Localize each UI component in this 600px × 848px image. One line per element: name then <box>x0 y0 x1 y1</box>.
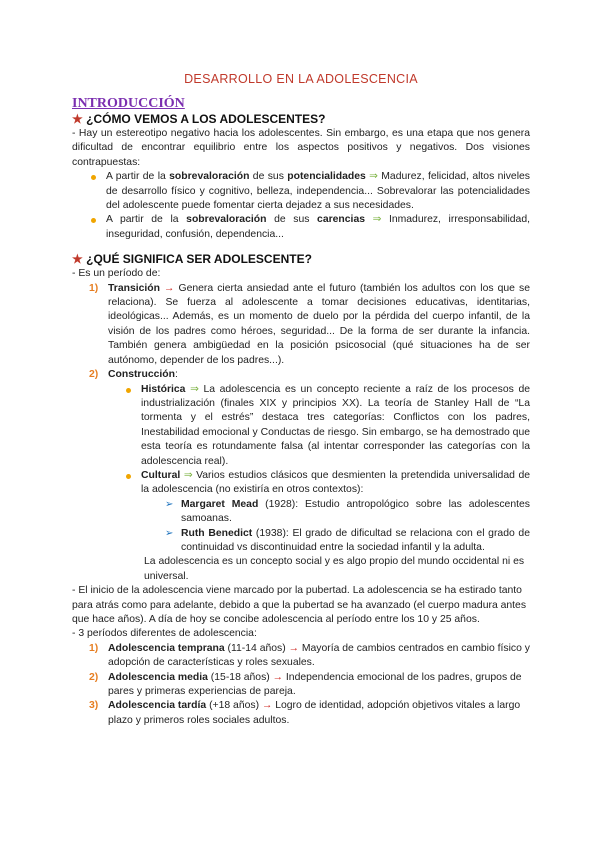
text-span: de sus <box>249 171 288 183</box>
star-icon: ★ <box>72 252 83 267</box>
text-span: Varios estudios clásicos que desmienten la pretendida universalidad de la adolescencia (no existiría en otros contextos): <box>141 469 531 496</box>
bold-term: Ruth Benedict <box>181 527 253 539</box>
list-number: 1) <box>89 642 99 654</box>
bold-term: Cultural <box>141 469 181 481</box>
question-heading-2 <box>72 252 530 267</box>
list-item-transicion <box>89 282 530 368</box>
list-item-cultural <box>125 469 530 498</box>
section-heading-introduccion: INTRODUCCIÓN <box>72 96 185 111</box>
bold-term: sobrevaloración <box>169 171 250 183</box>
text-span: A partir de la <box>106 214 187 226</box>
double-arrow-icon: ⇒ <box>185 383 204 395</box>
list-item <box>90 213 530 242</box>
list-item <box>90 170 530 213</box>
text-span: Independencia emocional de los padres, grupos de pares y primeras experiencias de pareja. <box>108 671 522 698</box>
list-item-benedict <box>165 527 530 556</box>
bold-term: Construcción <box>108 369 175 381</box>
bold-term: Margaret Mead <box>181 498 259 510</box>
bold-term: Adolescencia tardía <box>108 700 207 712</box>
question-title: ¿CÓMO VEMOS A LOS ADOLESCENTES? <box>86 112 326 126</box>
text-span: Madurez, felicidad, altos niveles de desarrollo físico y cognitivo, belleza, independencia... Sobrevalorar las potencialidades del adolescente puede fomentar cierta dejadez a sus necesidades. <box>106 171 530 212</box>
arrow-list-studies <box>72 498 530 556</box>
arrowhead-icon: ➢ <box>165 527 174 539</box>
age-range: (+18 años) <box>206 700 262 712</box>
double-arrow-icon: ⇒ <box>365 171 382 183</box>
double-arrow-icon: ⇒ <box>365 214 389 226</box>
numbered-list-periodos <box>72 642 530 728</box>
text-span: A partir de la <box>106 171 170 183</box>
text-span: (1928): Estudio antropológico sobre las adolescentes samoanas. <box>181 498 530 525</box>
arrowhead-icon: ➢ <box>165 498 174 510</box>
text-span: de sus <box>266 214 318 226</box>
text-span: : <box>174 369 178 381</box>
bold-term: Transición <box>108 282 160 294</box>
paragraph-periodo: - Es un período de: <box>72 268 161 280</box>
question-heading-1 <box>72 112 530 127</box>
arrow-icon: → <box>159 282 179 294</box>
list-number: 2) <box>89 369 99 381</box>
list-item-temprana <box>89 642 530 671</box>
paragraph-stereotype: - Hay un estereotipo negativo hacia los adolescentes. Sin embargo, es una etapa que nos genera dificultad de encontrar equilibrio entre los aspectos positivos y negativos. Dos visiones contrapuestas: <box>72 128 530 168</box>
bold-term: Adolescencia temprana <box>108 642 225 654</box>
list-item-media <box>89 671 530 700</box>
age-range: (11-14 años) <box>224 642 289 654</box>
text-span: Inmadurez, irresponsabilidad, inseguridad, confusión, dependencia... <box>106 214 530 240</box>
document-title: DESARROLLO EN LA ADOLESCENCIA <box>184 72 418 86</box>
list-item-mead <box>165 498 530 527</box>
bold-term: Histórica <box>141 383 186 395</box>
text-span: (1938): El grado de dificultad se relaciona con el grado de continuidad vs discontinuidad entre la sociedad infantil y la adulta. <box>181 527 530 553</box>
bullet-list-visions <box>72 170 530 242</box>
list-number: 2) <box>89 671 99 683</box>
double-arrow-icon: ⇒ <box>180 469 197 481</box>
paragraph-periodos-intro: - 3 períodos diferentes de adolescencia: <box>72 628 257 640</box>
numbered-list-periodo <box>72 282 530 383</box>
arrow-icon: → <box>261 700 273 712</box>
list-item-historica <box>125 383 530 469</box>
arrow-icon: → <box>288 642 299 654</box>
bullet-list-construccion <box>72 383 530 498</box>
list-item-construccion <box>89 368 530 382</box>
paragraph-pubertad: - El inicio de la adolescencia viene marcado por la pubertad. La adolescencia se ha estirado tanto para atrás como para adelante, debido a que la pubertad se ha avanzado (el cuerpo madura antes que hace años). A día de hoy se concibe adolescencia al período entre los 10 y 25 años. <box>72 585 527 625</box>
text-span: La adolescencia es un concepto reciente a raíz de los procesos de industrialización (finales XIX y principios XX). La teoría de Stanley Hall de “La tormenta y el estrés” destaca tres categorías: Conflictos con los padres, Inestabilidad emocional y Conductas de riesgo. Sin embargo, se ha demostrado que esta teoría es rotundamente falsa (al intentar corresponder las categorías con la adolescencia real). <box>141 383 530 467</box>
arrow-icon: → <box>272 671 284 683</box>
bold-term: potencialidades <box>287 171 366 183</box>
list-item-tardia <box>89 699 530 728</box>
question-title: ¿QUÉ SIGNIFICA SER ADOLESCENTE? <box>86 252 312 267</box>
bold-term: carencias <box>317 214 365 226</box>
star-icon: ★ <box>72 112 83 126</box>
text-span: Logro de identidad, adopción objetivos vitales a largo plazo y primeros roles sociales adultos. <box>108 700 521 726</box>
text-span: Genera cierta ansiedad ante el futuro (también los adultos con los que se relaciona). Se fuerza al adolescente a tomar decisiones educativas, identitarias, ideológicas... Además, es un momento de duelo por la pérdida del cuerpo infantil, de la visión de los padres como héroes, seguridad... De la forma de ser durante la infancia. También genera ambigüedad en la posición psicosocial (qué situaciones ha de ser autónomo, depender de los padres...). <box>108 282 530 366</box>
bold-term: Adolescencia media <box>108 671 208 683</box>
bold-term: sobrevaloración <box>186 214 267 226</box>
list-number: 1) <box>89 282 99 294</box>
text-span: Mayoría de cambios centrados en cambio físico y adopción de características y roles sexuales. <box>108 642 530 669</box>
age-range: (15-18 años) <box>207 671 273 683</box>
list-number: 3) <box>89 700 99 712</box>
paragraph-closing-cultural: La adolescencia es un concepto social y es algo propio del mundo occidental ni es universal. <box>144 556 525 582</box>
